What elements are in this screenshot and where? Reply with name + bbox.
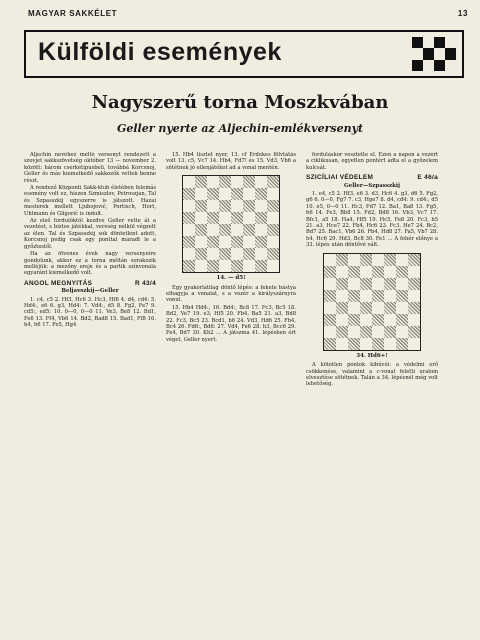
board-square — [372, 326, 384, 338]
board-square — [207, 248, 219, 260]
board-square — [267, 248, 279, 260]
headline: Nagyszerű torna Moszkvában — [91, 92, 389, 113]
board-square — [408, 278, 420, 290]
board-square — [231, 248, 243, 260]
board-square — [384, 266, 396, 278]
board-square — [195, 212, 207, 224]
board-square — [207, 176, 219, 188]
board-square — [255, 248, 267, 260]
board-square — [384, 290, 396, 302]
board-square — [195, 248, 207, 260]
board-square — [348, 338, 360, 350]
opening-code: E 46/a — [417, 174, 438, 182]
section-title-box — [24, 30, 464, 78]
board-square — [243, 248, 255, 260]
magazine-name: MAGYAR SAKKÉLET — [28, 9, 118, 18]
opening-heading — [306, 175, 438, 181]
board-square — [219, 224, 231, 236]
board-square — [360, 278, 372, 290]
board-square — [267, 236, 279, 248]
board-square — [348, 290, 360, 302]
opening-code: R 43/4 — [135, 279, 156, 287]
board-square — [396, 326, 408, 338]
diagram-caption: 14. — d5! — [216, 275, 246, 282]
board-square — [324, 290, 336, 302]
board-square — [255, 200, 267, 212]
board-square — [183, 176, 195, 188]
board-square — [231, 224, 243, 236]
board-square — [336, 302, 348, 314]
board-square — [372, 290, 384, 302]
board-square — [336, 338, 348, 350]
game-moves: 1. e4, c5 2. Hf3, e6 3. d3, Hc6 4. g3, d6 5. Fg2, g6 6. 0—0, Fg7 7. c3, Hge7 8. d4, cd4: 9. cd4:, d5 10. e5, 0—0 11. Hc3, Fd7 12. Ba1, Ba8 13. Fg5, h6 14. Fe3, Bb8 15. Fd2, Bd8 16. Vb3, Vc7 17. Bfc1, a5 18. Ha4, Hf5 19. Hc5, Fe8 20. Fc3, b5 21. a3, Hce7 22. Fb4, Hc6 23. Fc3, He7 24. Bc2, Bd7 25. Bac1, Vb6 26. Fb4, Hd8 27. Fa5, Vb7 28. h4, Hc6 29. Hd3, Bc8 30. Fe1 ... A fehér előnye a 33. lépés után döntővé vált. — [306, 191, 438, 249]
board-square — [195, 200, 207, 212]
paragraph: forduláskor vesztette el. Ezen a napon a vezért a ciklikusan, egyetlen pontért adta el a győzelem kulcsát. — [306, 152, 438, 171]
board-square — [396, 302, 408, 314]
board-square — [183, 200, 195, 212]
board-square — [384, 302, 396, 314]
board-square — [408, 314, 420, 326]
section-title: Külföldi események — [38, 38, 282, 66]
board-square — [183, 260, 195, 272]
board-square — [183, 236, 195, 248]
board-square — [324, 314, 336, 326]
board-square — [255, 224, 267, 236]
board-square — [384, 338, 396, 350]
checker-logo — [412, 37, 456, 71]
board-square — [231, 260, 243, 272]
board-square — [183, 248, 195, 260]
board-square — [243, 224, 255, 236]
board-square — [267, 212, 279, 224]
board-square — [408, 302, 420, 314]
board-square — [195, 188, 207, 200]
board-square — [348, 266, 360, 278]
board-square — [348, 278, 360, 290]
paragraph: Aljechin nevéhez méltó versenyt rendezett a szovjet sakkszövetség október 13 — november 2. között: három cserkétipusbeli, továbbá Korcsnoj, Geller és más kiemelkedő sakkozók vettek benne részt. — [24, 152, 156, 184]
diagram-caption: 34. Hd6+! — [356, 352, 388, 359]
board-square — [372, 266, 384, 278]
board-square — [372, 338, 384, 350]
chess-diagram-2 — [323, 253, 421, 351]
board-square — [243, 200, 255, 212]
board-square — [360, 290, 372, 302]
paragraph: Az első fordulóktól kezdve Geller vette át a vezetést, s biztos játékkal, vereség nélkül végzett az élen. Tal és Szpasszkij sok döntetlent adott, Korcsnoj pedig csak egy ponttal maradt le a győztestől. — [24, 218, 156, 250]
players-line: Beljavszkij—Geller — [61, 288, 119, 295]
opening-heading — [24, 281, 156, 287]
board-square — [219, 188, 231, 200]
board-square — [243, 212, 255, 224]
board-square — [183, 224, 195, 236]
column-2 — [166, 152, 296, 622]
board-square — [324, 302, 336, 314]
board-square — [348, 302, 360, 314]
board-square — [267, 188, 279, 200]
opening-name: SZICÍLIAI VÉDELEM — [306, 174, 374, 182]
board-square — [324, 266, 336, 278]
board-square — [384, 314, 396, 326]
board-square — [408, 326, 420, 338]
board-square — [231, 188, 243, 200]
board-square — [336, 290, 348, 302]
board-square — [255, 176, 267, 188]
board-square — [195, 260, 207, 272]
board-square — [324, 338, 336, 350]
board-square — [372, 302, 384, 314]
board-square — [360, 266, 372, 278]
board-square — [267, 200, 279, 212]
board-square — [336, 266, 348, 278]
board-square — [255, 212, 267, 224]
opening-name: ANGOL MEGNYITÁS — [24, 279, 93, 287]
board-square — [231, 236, 243, 248]
board-square — [336, 314, 348, 326]
game-moves: 1. c4, c5 2. Hf3, Hc6 3. Hc3, Hf6 4. d4, cd4: 5. Hd4:, e6 6. g3, Hd4: 7. Vd4:, d5 8. Fg2, Fe7 9. cd5:, ed5: 10. 0—0, 0—0 11. Ve3, Be8 12. Bd1, Fe6 13. Ff4, Vb6 14. Bd2, Bad8 15. Bad1, Ff8 16. h4, h6 17. Fe5, Hg4 — [24, 296, 156, 329]
board-square — [243, 236, 255, 248]
board-square — [207, 212, 219, 224]
board-square — [267, 260, 279, 272]
board-square — [396, 266, 408, 278]
board-square — [324, 278, 336, 290]
board-square — [396, 314, 408, 326]
board-square — [231, 212, 243, 224]
board-square — [231, 176, 243, 188]
board-square — [348, 254, 360, 266]
board-square — [396, 338, 408, 350]
board-square — [207, 224, 219, 236]
page-header — [18, 6, 468, 20]
board-square — [255, 188, 267, 200]
board-square — [384, 254, 396, 266]
board-square — [360, 314, 372, 326]
board-square — [207, 236, 219, 248]
subheadline: Geller nyerte az Aljechin-emlékversenyt — [116, 122, 364, 135]
board-square — [207, 188, 219, 200]
board-square — [360, 326, 372, 338]
board-square — [408, 266, 420, 278]
board-square — [255, 236, 267, 248]
paragraph: Egy gyakorlatilag döntő lépés: a fekete bástya elhagyja a vonalat, s a vezér a királyszárnyra vonul. — [166, 284, 296, 304]
board-square — [195, 236, 207, 248]
column-1 — [24, 152, 156, 612]
board-square — [360, 302, 372, 314]
board-square — [408, 290, 420, 302]
paragraph: 15. Hb4 tisztet nyer, 13. cf Érdekes fölvtátás volt 13. c5, Vc7 14. Hb4, Fd7! és 15. Vd3, Vb6 a sötétnek jó ellenjátékot ad a vonal mentén. — [166, 152, 296, 171]
chess-diagram-1 — [182, 175, 280, 273]
board-square — [243, 260, 255, 272]
board-square — [219, 200, 231, 212]
board-square — [219, 236, 231, 248]
paragraph: A kötetlen pontok kibúvói: a védelmi erő csökkenése, valamint a c-vonal feletti uralom elvesztése sötétnek. Talán a 34. lépésnél még volt lehetőség. — [306, 362, 438, 388]
players-line: Geller—Szpasszkij — [344, 182, 400, 189]
board-square — [324, 326, 336, 338]
board-square — [360, 338, 372, 350]
board-square — [183, 188, 195, 200]
board-square — [267, 176, 279, 188]
board-square — [336, 326, 348, 338]
board-square — [219, 212, 231, 224]
paragraph: A rendező Központi Sakk-klub életében felemás esemény volt ez, hiszen Szmiszlov, Petroszjan, Tal és Szpasszkij egyszerre is játszott. Hazai mesterek mellett Ljubojević, Portisch, Hort, Uhlmann és Gligorić is indult. — [24, 185, 156, 217]
board-square — [348, 314, 360, 326]
board-square — [207, 260, 219, 272]
board-square — [219, 176, 231, 188]
paragraph: Ha az ötvenes évek nagy versenyeire gondolunk, akkor ez a torna méltán sorakozik melléjük: a mezőny ereje és a partik színvonala egyaránt kiemelkedő volt. — [24, 251, 156, 277]
board-square — [372, 314, 384, 326]
board-square — [195, 176, 207, 188]
board-square — [255, 260, 267, 272]
board-square — [372, 278, 384, 290]
board-square — [231, 200, 243, 212]
board-square — [336, 278, 348, 290]
game-moves: 15. Hb4 Hd4:, 16. Bd4:, Bc8 17. Fc3, Bc5 18. Bd2, Ve7 19. e3, Hf5 20. Fb4, Ba5 21. a3, Bd8 22. Fc3, Bc5 23. Bcd1, b6 24. Vd3, Hd6 25. Fb4, Bc4 26. Fd6:, Bd6: 27. Vd4, Fe6 28. h3, Bcc6 29. Fe4, Bd7 30. Kh2 ... A játszma 41. lépésben ért véget, Geller nyert. — [166, 304, 296, 343]
board-square — [408, 338, 420, 350]
board-square — [207, 200, 219, 212]
board-square — [195, 224, 207, 236]
page-number-top: 13 — [457, 9, 468, 18]
board-square — [336, 254, 348, 266]
board-square — [219, 260, 231, 272]
board-square — [183, 212, 195, 224]
board-square — [360, 254, 372, 266]
board-square — [396, 290, 408, 302]
board-square — [243, 176, 255, 188]
board-square — [324, 254, 336, 266]
board-square — [396, 278, 408, 290]
board-square — [219, 248, 231, 260]
board-square — [384, 326, 396, 338]
board-square — [267, 224, 279, 236]
board-square — [348, 326, 360, 338]
board-square — [384, 278, 396, 290]
board-square — [396, 254, 408, 266]
board-square — [408, 254, 420, 266]
board-square — [372, 254, 384, 266]
board-square — [243, 188, 255, 200]
column-3 — [306, 152, 438, 622]
